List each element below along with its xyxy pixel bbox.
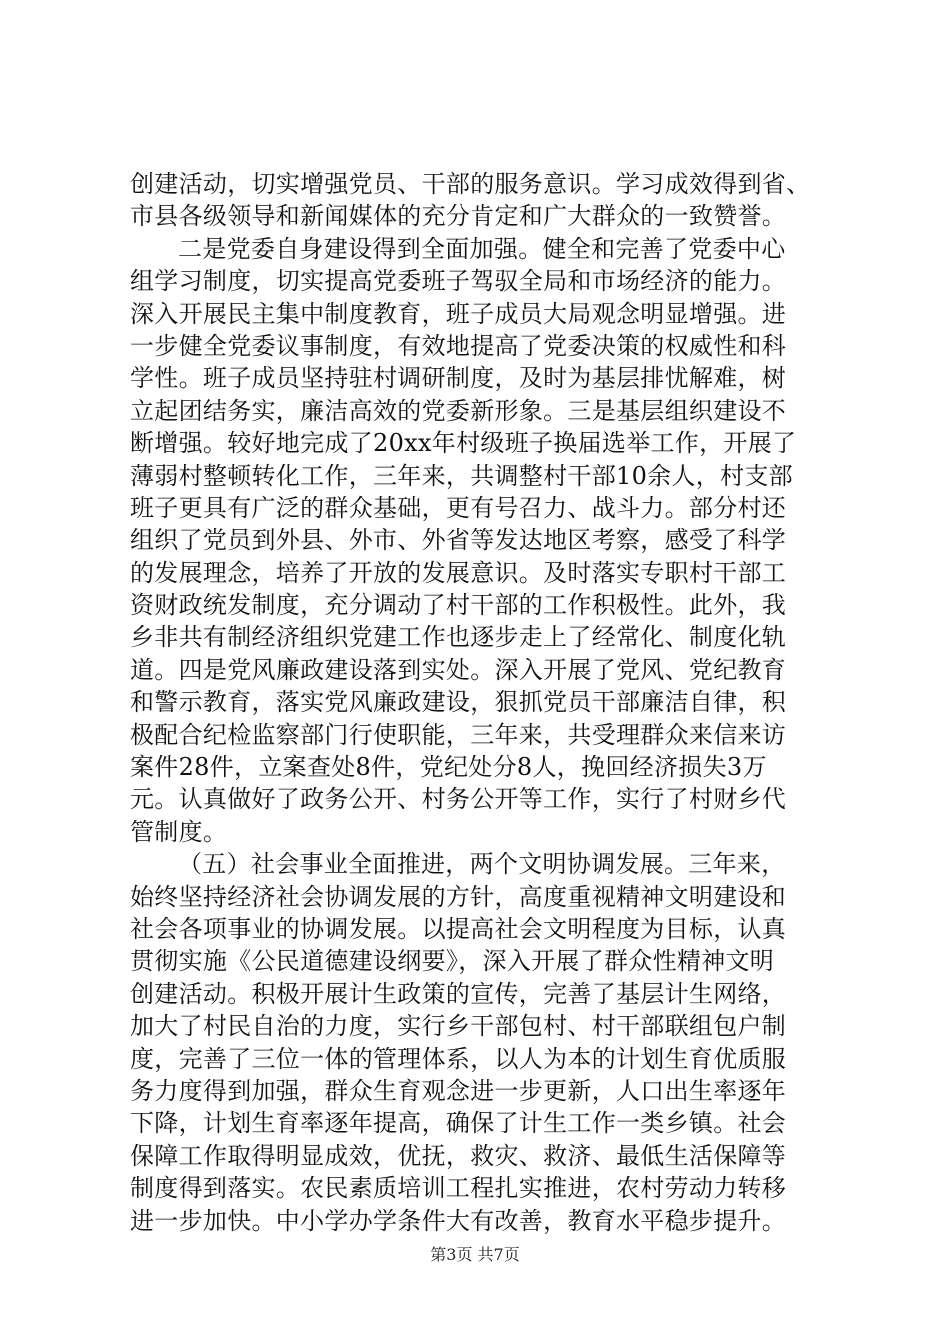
text-line: 务力度得到加强，群众生育观念进一步更新，人口出生率逐年	[130, 1076, 787, 1105]
text-line: 深入开展民主集中制度教育，班子成员大局观念明显增强。进	[130, 299, 787, 328]
paragraph-first-line: 二是党委自身建设得到全面加强。健全和完善了党委中心	[178, 234, 786, 263]
text-line: 社会各项事业的协调发展。以提高社会文明程度为目标，认真	[130, 914, 787, 943]
text-line: 制度得到落实。农民素质培训工程扎实推进，农村劳动力转移	[130, 1174, 787, 1203]
text-line: 创建活动，切实增强党员、干部的服务意识。学习成效得到省、	[130, 170, 811, 198]
page-footer	[0, 1245, 950, 1265]
text-line: 薄弱村整顿转化工作，三年来，共调整村干部10余人，村支部	[130, 461, 793, 490]
text-line: 案件28件，立案查处8件，党纪处分8人，挽回经济损失3万	[130, 753, 767, 782]
text-line: 始终坚持经济社会协调发展的方针，高度重视精神文明建设和	[130, 882, 787, 911]
page-number: 第3页 共7页	[430, 1245, 520, 1264]
text-line: 保障工作取得明显成效，优抚，救灾、救济、最低生活保障等	[130, 1141, 787, 1170]
text-line: 市县各级领导和新闻媒体的充分肯定和广大群众的一致赞誉。	[130, 202, 787, 231]
text-line: 极配合纪检监察部门行使职能，三年来，共受理群众来信来访	[130, 720, 787, 749]
paragraph-first-line: （五）社会事业全面推进，两个文明协调发展。三年来，	[178, 850, 786, 879]
text-line: 道。四是党风廉政建设落到实处。深入开展了党风、党纪教育	[130, 655, 787, 684]
text-line: 加大了村民自治的力度，实行乡干部包村、村干部联组包户制	[130, 1012, 787, 1041]
text-line: 下降，计划生育率逐年提高，确保了计生工作一类乡镇。社会	[130, 1109, 787, 1138]
text-line: 断增强。较好地完成了20xx年村级班子换届选举工作，开展了	[130, 429, 797, 458]
text-line: 组织了党员到外县、外市、外省等发达地区考察，感受了科学	[130, 526, 787, 555]
text-line: 组学习制度，切实提高党委班子驾驭全局和市场经济的能力。	[130, 267, 787, 296]
text-line: 创建活动。积极开展计生政策的宣传，完善了基层计生网络，	[130, 979, 787, 1008]
text-line: 贯彻实施《公民道德建设纲要》，深入开展了群众性精神文明	[130, 947, 775, 976]
text-line: 学性。班子成员坚持驻村调研制度，及时为基层排忧解难，树	[130, 364, 787, 393]
text-line: 立起团结务实，廉洁高效的党委新形象。三是基层组织建设不	[130, 396, 787, 425]
text-line: 和警示教育，落实党风廉政建设，狠抓党员干部廉洁自律，积	[130, 688, 787, 717]
text-line: 班子更具有广泛的群众基础，更有号召力、战斗力。部分村还	[130, 493, 787, 522]
text-line: 度，完善了三位一体的管理体系，以人为本的计划生育优质服	[130, 1044, 787, 1073]
text-line: 一步健全党委议事制度，有效地提高了党委决策的权威性和科	[130, 331, 787, 360]
text-line: 管制度。	[130, 817, 228, 846]
text-line: 乡非共有制经济组织党建工作也逐步走上了经常化、制度化轨	[130, 623, 787, 652]
text-line: 进一步加快。中小学办学条件大有改善，教育水平稳步提升。	[130, 1206, 787, 1235]
text-line: 资财政统发制度，充分调动了村干部的工作积极性。此外，我	[130, 591, 787, 620]
text-line: 元。认真做好了政务公开、村务公开等工作，实行了村财乡代	[130, 785, 787, 814]
body-text	[130, 168, 830, 1237]
text-line: 的发展理念，培养了开放的发展意识。及时落实专职村干部工	[130, 558, 787, 587]
